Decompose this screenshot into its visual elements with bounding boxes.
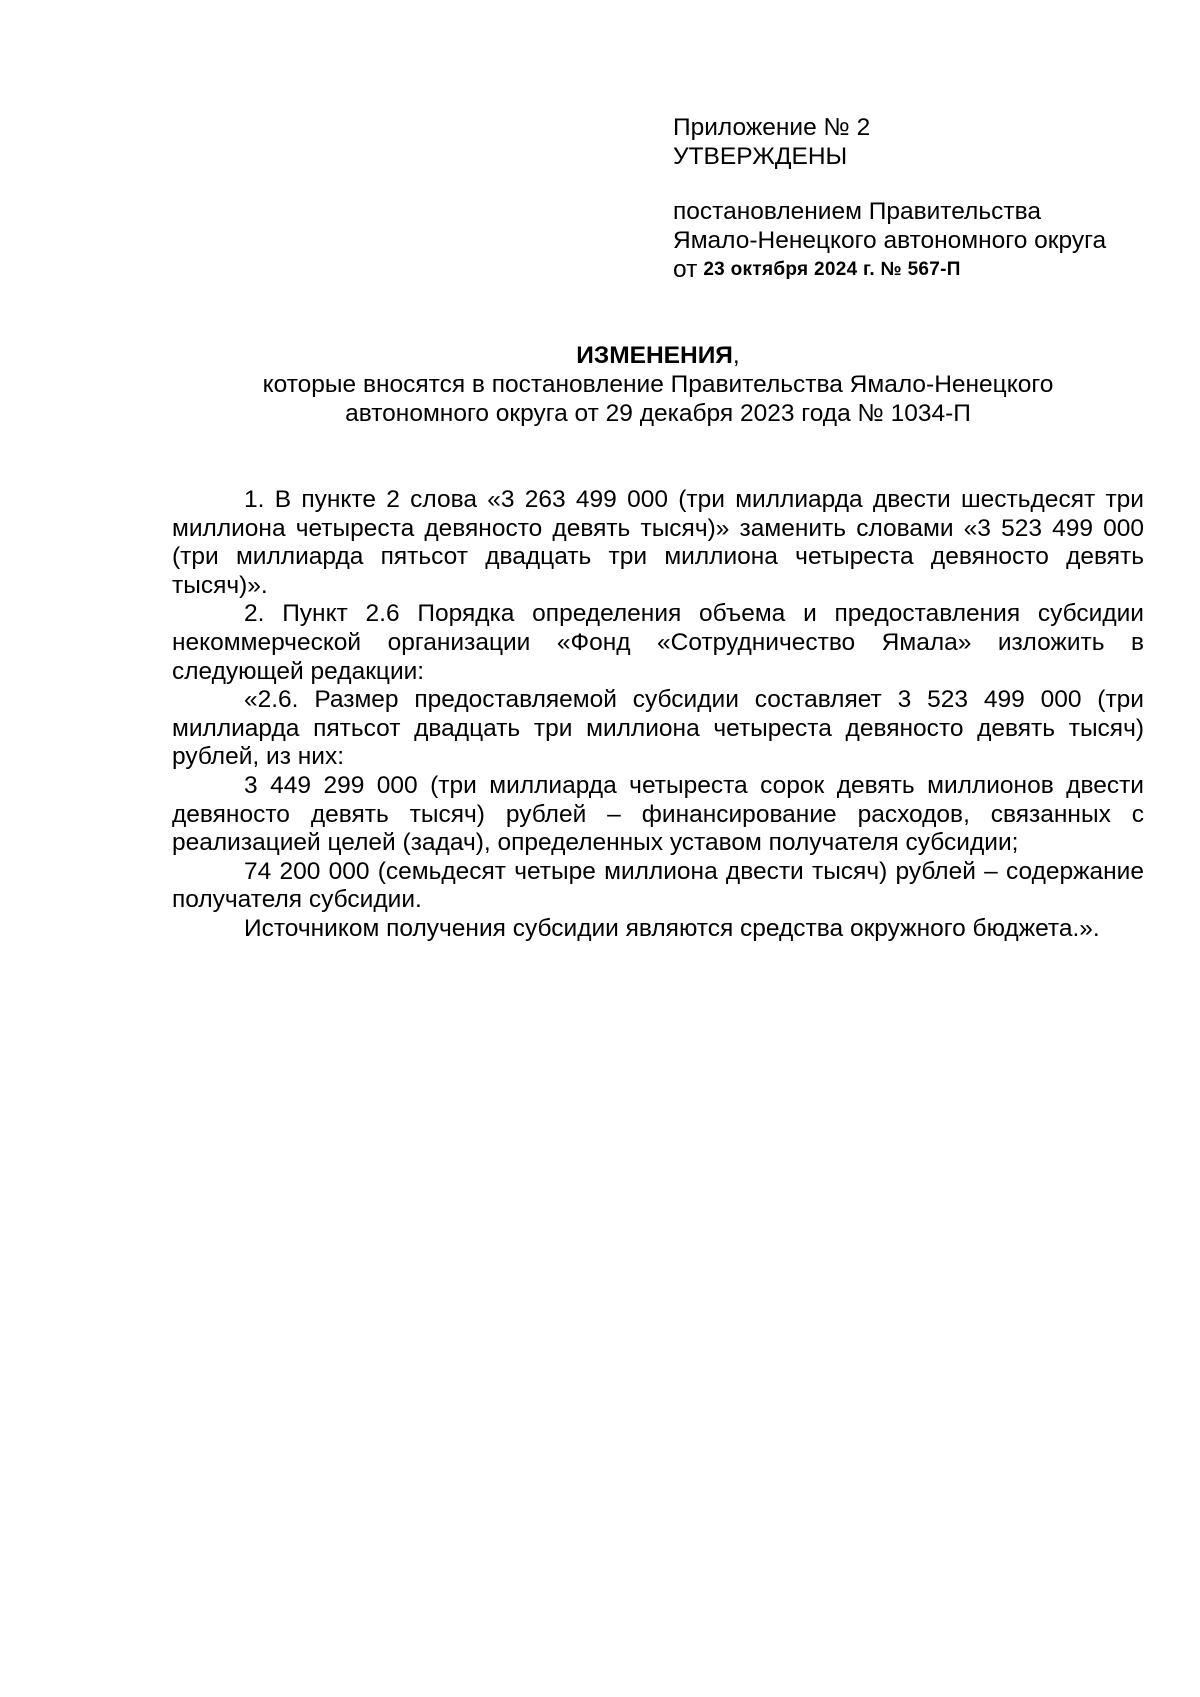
issuer-line-2: Ямало-Ненецкого автономного округа bbox=[673, 227, 1107, 254]
document-title-text: ИЗМЕНЕНИЯ bbox=[576, 342, 733, 369]
document-title bbox=[160, 341, 1156, 370]
issuer-line-1: постановлением Правительства bbox=[673, 198, 1041, 225]
appendix-number: Приложение № 2 bbox=[673, 114, 871, 141]
document-title-block bbox=[160, 341, 1156, 428]
paragraph-6: Источником получения субсидии являются средства окружного бюджета.». bbox=[244, 914, 1100, 942]
paragraph-2: 2. Пункт 2.6 Порядка определения объема и предоставления субсидии некоммерческой организации «Фонд «Сотрудничество Ямала» изложить в следующей редакции: bbox=[172, 600, 1144, 685]
document-title-comma: , bbox=[732, 342, 740, 369]
resolution-date-line bbox=[673, 255, 1153, 286]
document-subtitle: которые вносятся в постановление Правительства Ямало-Ненецкого автономного округа от 29 декабря 2023 года № 1034-П bbox=[262, 371, 1054, 427]
approved-label: УТВЕРЖДЕНЫ bbox=[673, 143, 848, 170]
paragraph-3: «2.6. Размер предоставляемой субсидии составляет 3 523 499 000 (три миллиарда пятьсот двадцать три миллиона четыреста девяносто девять тысяч) рублей, из них: bbox=[172, 686, 1144, 771]
resolution-date-number: 23 октября 2024 г. № 567-П bbox=[703, 259, 961, 280]
approval-stamp bbox=[673, 113, 1153, 286]
approval-gap bbox=[673, 171, 1153, 197]
document-body bbox=[172, 486, 1144, 944]
date-prefix: от bbox=[673, 256, 698, 283]
paragraph-4: 3 449 299 000 (три миллиарда четыреста сорок девять миллионов двести девяносто девять тысяч) рублей – финансирование расходов, связанных с реализацией целей (задач), определенных уставом получателя субсидии; bbox=[172, 771, 1144, 857]
paragraph-5: 74 200 000 (семьдесят четыре миллиона двести тысяч) рублей – содержание получателя субсидии. bbox=[172, 857, 1144, 914]
paragraph-1: 1. В пункте 2 слова «3 263 499 000 (три миллиарда двести шестьдесят три миллиона четыреста девяносто девять тысяч)» заменить словами «3 523 499 000 (три миллиарда пятьсот двадцать три миллиона четыреста девяносто девять тысяч)». bbox=[172, 486, 1144, 599]
